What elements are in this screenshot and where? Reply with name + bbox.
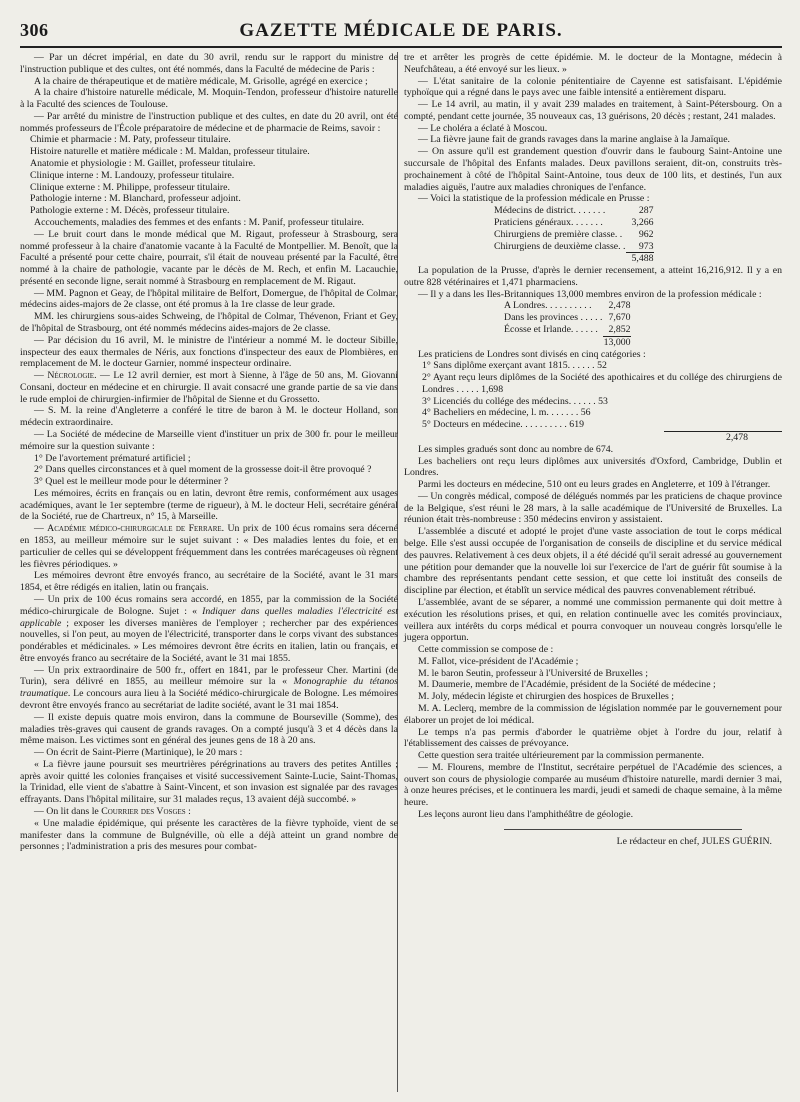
commission-member: M. Joly, médecin légiste et chirurgien des hospices de Bruxelles ; bbox=[418, 691, 675, 703]
appointment-item: Pathologie interne : M. Blanchard, professeur adjoint. bbox=[30, 193, 241, 205]
category-value: 53 bbox=[598, 395, 608, 407]
signature-rule bbox=[504, 829, 742, 830]
right-column bbox=[404, 52, 782, 848]
category-value: 619 bbox=[569, 419, 584, 431]
paragraph: Les praticiens de Londres sont divisés en cinq catégories : bbox=[418, 348, 646, 360]
table-label: Écosse et Irlande. . . . . . bbox=[504, 324, 598, 336]
paragraph: Cette commission se compose de : bbox=[418, 644, 554, 656]
paragraph: Parmi les docteurs en médecine, 510 ont eu leurs grades en Angleterre, et 109 à l'étranger. bbox=[418, 479, 771, 491]
paragraph: — S. M. la reine d'Angleterre a conféré le titre de baron à M. le docteur Holland, son médecin extraordinaire. bbox=[20, 405, 398, 429]
table-row bbox=[504, 300, 631, 312]
page-header bbox=[20, 20, 782, 44]
appointment-item: Clinique interne : M. Landouzy, professeur titulaire. bbox=[30, 169, 235, 181]
paragraph: Les mémoires devront être envoyés franco, au secrétaire de la Société, avant le 31 mars 1854, et être rédigés en italien, latin ou français. bbox=[20, 570, 398, 594]
vosges-source: Courrier des Vosges bbox=[101, 806, 186, 817]
list-item bbox=[422, 396, 782, 408]
category-label: 1° Sans diplôme exerçant avant 1815. . . . . . bbox=[422, 360, 595, 372]
page-number: 306 bbox=[20, 20, 49, 40]
category-label: 2° Ayant reçu leurs diplômes de la Société des apothicaires et du collége des chirurgiens de Londres . . . . . bbox=[422, 372, 782, 395]
table-label: Chirurgiens de deuxième classe. . bbox=[494, 240, 626, 252]
table-row bbox=[504, 324, 631, 336]
ferrare-text: Un prix de 100 écus romains sera décerné en 1853, au meilleur mémoire sur le sujet suivant : « Des maladies lentes du foie, et en particulier de celles qui se développent fréquemment dans les contrées marécageuses où règnent les fièvres périodiques. » bbox=[20, 523, 398, 570]
left-column bbox=[20, 52, 398, 853]
paragraph: — MM. Pagnon et Geay, de l'hôpital militaire de Belfort, Domergue, de l'hôpital de Colmar, médecins aides-majors de 2e classe, ont été promus à la 1re classe de leur grade. bbox=[20, 287, 398, 311]
table-row bbox=[494, 241, 654, 253]
table-value: 2,478 bbox=[608, 300, 631, 312]
list-item bbox=[422, 419, 782, 431]
paragraph: « Une maladie épidémique, qui présente les caractères de la fièvre typhoïde, vient de se manifester dans la commune de Bulgnéville, où elle a déjà atteint un grand nombre de personnes ; l'administration a pris des mesures pour combat- bbox=[20, 817, 398, 853]
table-value: 973 bbox=[638, 240, 654, 252]
paragraph: — On écrit de Saint-Pierre (Martinique), le 20 mars : bbox=[34, 747, 243, 759]
table-value: 962 bbox=[638, 228, 654, 240]
paragraph: — L'état sanitaire de la colonie pénitentiaire de Cayenne est satisfaisant. L'épidémie typhoïque qui a régné dans le pays avec une faible intensité a entièrement disparu. bbox=[404, 75, 782, 99]
category-label: 5° Docteurs en médecine. . . . . . . . . . bbox=[422, 419, 567, 431]
list-item bbox=[422, 372, 782, 396]
category-label: 3° Licenciés du collége des médecins. . . . . . bbox=[422, 395, 596, 407]
paragraph: — On assure qu'il est grandement question d'ouvrir dans le faubourg Saint-Antoine une succursale de l'hôpital des Enfants malades. Deux pavillons seraient, dit-on, construits très-prochainement à côté de l'hôpital Saint-Antoine, tous deux de 100 lits, et destinés, l'un aux maladies aiguës, l'autre aux maladies chroniques de l'enfance. bbox=[404, 146, 782, 193]
paragraph: — Le 14 avril, au matin, il y avait 239 malades en traitement, à Saint-Pétersbourg. On a compté, pendant cette journée, 35 nouveaux cas, 13 guérisons, 20 décès ; restant, 241 malades. bbox=[404, 99, 782, 122]
prussia-table bbox=[494, 205, 654, 265]
table-label: Praticiens généraux. . . . . . . bbox=[494, 216, 603, 228]
paragraph: Les leçons auront lieu dans l'amphithéâtre de géologie. bbox=[418, 809, 634, 820]
question-item: 1° De l'avortement prématuré artificiel ; bbox=[34, 452, 191, 464]
header-rule bbox=[20, 46, 782, 48]
table-total-row bbox=[494, 253, 654, 265]
table-row bbox=[494, 229, 654, 241]
paragraph: — Le choléra a éclaté à Moscou. bbox=[418, 122, 548, 134]
commission-member: M. le baron Seutin, professeur à l'Université de Bruxelles ; bbox=[418, 667, 649, 679]
paragraph: Cette question sera traitée ultérieurement par la commission permanente. bbox=[418, 750, 704, 762]
category-label: 4° Bacheliers en médecine, l. m. . . . . . . bbox=[422, 407, 579, 419]
table-label: Médecins de district. . . . . . . bbox=[494, 205, 606, 217]
paragraph: — Il existe depuis quatre mois environ, dans la commune de Bourseville (Somme), des maladies très-graves qui causent de grands ravages. On a compté jusqu'à 3 et 4 décès dans la même maison. Les victimes sont en général des jeunes gens de 18 à 20 ans. bbox=[20, 711, 398, 747]
question-item: 3° Quel est le meilleur mode pour le déterminer ? bbox=[34, 476, 229, 488]
paragraph: A la chaire d'histoire naturelle médicale, M. Moquin-Tendon, professeur d'histoire naturelle à la Faculté des sciences de Toulouse. bbox=[20, 87, 398, 111]
london-categories bbox=[422, 360, 782, 431]
category-value: 56 bbox=[580, 407, 591, 419]
journal-title: GAZETTE MÉDICALE DE PARIS. bbox=[239, 20, 563, 41]
turin-subject: Monographie du tétanos traumatique bbox=[20, 676, 398, 700]
ferrare-paragraph: — Académie médico-chirurgicale de Ferrare. Un prix de 100 écus romains sera décerné en 1853, au meilleur mémoire sur le sujet suivant : « Des maladies lentes du foie, et en particulier de celles qui se développent fréquemment dans les contrées marécageuses où règnent les fièvres périodiques. » bbox=[20, 523, 398, 570]
category-value: 52 bbox=[597, 360, 607, 372]
necrology-paragraph: — Nécrologie. — Le 12 avril dernier, est mort à Sienne, à l'âge de 50 ans, M. Giovanni Consani, docteur en médecine et en chirurgie. Il avait consacré une grande partie de sa vie dans le rude emploi de chirurgien-infirmier de l'hôpital de Sienne et du Grossetto. bbox=[20, 370, 398, 405]
ferrare-label: Académie médico-chirurgicale de Ferrare. bbox=[47, 523, 225, 535]
necrology-label: Nécrologie. bbox=[47, 370, 97, 382]
appointment-item: Pathologie externe : M. Décès, professeur titulaire. bbox=[30, 205, 230, 217]
paragraph: Les simples gradués sont donc au nombre de 674. bbox=[418, 443, 614, 455]
paragraph: — Un congrès médical, composé de délégués nommés par les praticiens de chaque province de la Belgique, s'est réuni le 28 mars, à la salle académique de l'Université de Bruxelles. La réunion était très-nombreuse : 350 médecins environ y assistaient. bbox=[404, 490, 782, 526]
editor-signature: Le rédacteur en chef, JULES GUÉRIN. bbox=[616, 835, 772, 847]
table-row bbox=[494, 217, 654, 229]
bologna-paragraph bbox=[20, 594, 398, 665]
paragraph: — La Société de médecine de Marseille vient d'instituer un prix de 300 fr. pour le meilleur mémoire sur la question suivante : bbox=[20, 429, 398, 452]
paragraph: L'assemblée a discuté et adopté le projet d'une vaste association de tout le corps médical belge. Elle s'est aussi occupée de l'organisation de conseils de discipline et du service médical des pauvres. Relativement à ces deux objets, il a été décidé qu'il serait adressé au gouvernement une pétition pour demander que la nouvelle loi sur l'exercice de l'art de guérir fût soumise à la chambre des représentants pendant cette session, et que cette loi instituât des conseils de discipline par élection, et établît un service médical des pauvres convenablement rétribué. bbox=[404, 526, 782, 597]
table-row bbox=[494, 205, 654, 217]
bologna-text-b: ; exposer les diverses manières de l'employer ; rechercher par des expériences nouvelles, si l'on peut, au moyen de l'électricité, transporter dans le corps vivant des substances pondérables et médicinales. » Les mémoires devront être écrits en italien, latin ou français, et être envoyés franco au secrétaire de la Société, avant le 31 mai 1855. bbox=[20, 617, 398, 664]
paragraph: — Voici la statistique de la profession médicale en Prusse : bbox=[418, 193, 650, 205]
paragraph: « La fièvre jaune poursuit ses meurtrières pérégrinations au travers des petites Antilles ; après avoir quitté les colonies françaises et visité successivement Sainte-Lucie, Saint-Thomas, la Trinidad, elle vient de s'abattre à Saint-Vincent, et son invasion est signalée par des ravages effrayants. Dans l'hôpital militaire, sur 31 malades reçus, 13 avaient déjà succombé. » bbox=[20, 758, 398, 806]
table-label: A Londres. . . . . . . . . . bbox=[504, 300, 592, 312]
table-total-row bbox=[504, 336, 631, 348]
turin-paragraph bbox=[20, 665, 398, 712]
table-value: 287 bbox=[638, 205, 654, 217]
commission-member: M. A. Leclerq, membre de la commission de législation nommée par le gouvernement pour élaborer un projet de loi médical. bbox=[404, 702, 782, 726]
bologna-subject: Indiquer dans quelles maladies l'électricité est applicable bbox=[20, 605, 398, 629]
appointment-item: Anatomie et physiologie : M. Gaillet, professeur titulaire. bbox=[30, 158, 256, 170]
vosges-text-b: : bbox=[185, 806, 191, 817]
paragraph: — Par décision du 16 avril, M. le ministre de l'intérieur a nommé M. le docteur Sibille, inspecteur des eaux thermales de Néris, aux fonctions d'inspecteur des eaux de Plombières, en remplacement de M. le docteur Garnier, nommé inspecteur ordinaire. bbox=[20, 334, 398, 370]
paragraph: — La fièvre jaune fait de grands ravages dans la marine anglaise à la Jamaïque. bbox=[418, 134, 731, 146]
paragraph: — Par arrêté du ministre de l'instruction publique et des cultes, en date du 20 avril, ont été nommés professeurs de l'École préparatoire de médecine et de pharmacie de Reims, savoir : bbox=[20, 110, 398, 134]
paragraph: — M. Flourens, membre de l'Institut, secrétaire perpétuel de l'Académie des sciences, a ouvert son cours de physiologie comparée au muséum d'histoire naturelle, mardi dernier 3 mai, à onze heures précises, et le continuera les mardi, jeudi et samedi de chaque semaine, à la même heure. bbox=[404, 761, 782, 809]
table-label: Chirurgiens de première classe. . bbox=[494, 228, 623, 240]
commission-member: M. Daumerie, membre de l'Académie, président de la Société de médecine ; bbox=[418, 679, 716, 691]
paragraph: — Le bruit court dans le monde médical que M. Rigaut, professeur à Strasbourg, sera nommé professeur à la chaire d'anatomie vacante à la Faculté de Montpellier. M. Benoît, que la Faculté a présenté pour cette chaire, pourrait, s'il était de nouveau présenté par la Faculté, être nommé à la chaire de pathologie, vacante par le décès de M. Rech, et enfin M. Lacauchie, présenté en seconde ligne, serait nommé à Strasbourg en remplacement de M. Rigaut. bbox=[20, 228, 398, 287]
list-item bbox=[422, 407, 782, 419]
commission-member: M. Fallot, vice-président de l'Académie ; bbox=[418, 655, 579, 667]
table-value: 7,670 bbox=[608, 312, 631, 324]
appointment-item: Chimie et pharmacie : M. Paty, professeur titulaire. bbox=[30, 134, 231, 146]
appointment-item: Histoire naturelle et matière médicale : M. Maldan, professeur titulaire. bbox=[30, 146, 310, 158]
paragraph: A la chaire de thérapeutique et de matière médicale, M. Grisolle, agrégé en exercice ; bbox=[34, 75, 368, 87]
list-item bbox=[422, 360, 782, 372]
appointment-item: Clinique externe : M. Philippe, professeur titulaire. bbox=[30, 181, 230, 193]
paragraph: tre et arrêter les progrès de cette épidémie. M. le docteur de la Montagne, médecin à Neufchâteau, a été envoyé sur les lieux. » bbox=[404, 52, 782, 75]
turin-text-b: . Le concours aura lieu à la Société médico-chirurgicale de Bologne. Les mémoires devront être envoyés franco au secrétariat de ladite société, avant le 31 mai 1854. bbox=[20, 688, 398, 711]
britain-table bbox=[504, 300, 631, 348]
london-total: 2,478 bbox=[664, 431, 782, 444]
turin-text-a: — Un prix extraordinaire de 500 fr., offert en 1841, par le professeur Cher. Martini (de Turin), sera délivré en 1855, au meilleur mémoire sur la « bbox=[20, 664, 398, 688]
paragraph: La population de la Prusse, d'après le dernier recensement, a atteint 16,216,912. Il y a en outre 828 vétérinaires et 1,471 pharmaciens. bbox=[404, 265, 782, 288]
paragraph: — Il y a dans les Iles-Britanniques 13,000 membres environ de la profession médicale : bbox=[418, 288, 762, 300]
table-total: 5,488 bbox=[626, 253, 654, 265]
paragraph: Les mémoires, écrits en français ou en latin, devront être remis, conformément aux usages académiques, avant le 1er septembre (terme de rigueur), à M. le docteur Heli, secrétaire général de la Société, rue de Chartreux, n° 15, à Marseille. bbox=[20, 487, 398, 523]
table-total: 13,000 bbox=[603, 336, 631, 348]
vosges-text-a: — On lit dans le bbox=[34, 806, 102, 817]
bologna-text-a: — Un prix de 100 écus romains sera accordé, en 1855, par la commission de la Société médico-chirurgicale de Bologne. Sujet : « bbox=[20, 593, 398, 617]
table-row bbox=[504, 312, 631, 324]
table-label: Dans les provinces . . . . . bbox=[504, 312, 603, 324]
vosges-paragraph bbox=[20, 806, 398, 818]
necrology-text: — Le 12 avril dernier, est mort à Sienne, à l'âge de 50 ans, M. Giovanni Consani, docteur en médecine et en chirurgie. Il avait consacré une grande partie de sa vie dans le rude emploi de chirurgien-infirmier de l'hôpital de Sienne et du Grossetto. bbox=[20, 370, 398, 405]
table-value: 3,266 bbox=[631, 216, 654, 228]
paragraph: L'assemblée, avant de se séparer, a nommé une commission permanente qui doit mettre à exécution les résolutions prises, et qui, en relation continuelle avec les comités provinciaux, veillera aux intérêts du corps médical et pourra convoquer un nouveau congrès lorsqu'elle le jugera opportun. bbox=[404, 596, 782, 644]
paragraph: Les bacheliers ont reçu leurs diplômes aux universités d'Oxford, Cambridge, Dublin et Londres. bbox=[404, 455, 782, 479]
paragraph: — Par un décret impérial, en date du 30 avril, rendu sur le rapport du ministre de l'instruction publique et des cultes, ont été nommés, dans la Faculté de médecine de Paris : bbox=[20, 52, 398, 75]
table-value: 2,852 bbox=[608, 323, 631, 335]
question-item: 2° Dans quelles circonstances et à quel moment de la grossesse doit-il être provoqué ? bbox=[34, 464, 372, 476]
paragraph: Accouchements, maladies des femmes et des enfants : M. Panif, professeur titulaire. bbox=[34, 216, 364, 228]
category-value: 1,698 bbox=[481, 383, 504, 395]
paragraph: MM. les chirurgiens sous-aides Schweing, de l'hôpital de Colmar, Thévenon, Friant et Gey, de l'hôpital de Strasbourg, ont été nommés médecins aides-majors de 2e classe. bbox=[20, 311, 398, 334]
paragraph: Le temps n'a pas permis d'aborder le quatrième objet à l'ordre du jour, relatif à l'établissement des caisses de prévoyance. bbox=[404, 726, 782, 750]
